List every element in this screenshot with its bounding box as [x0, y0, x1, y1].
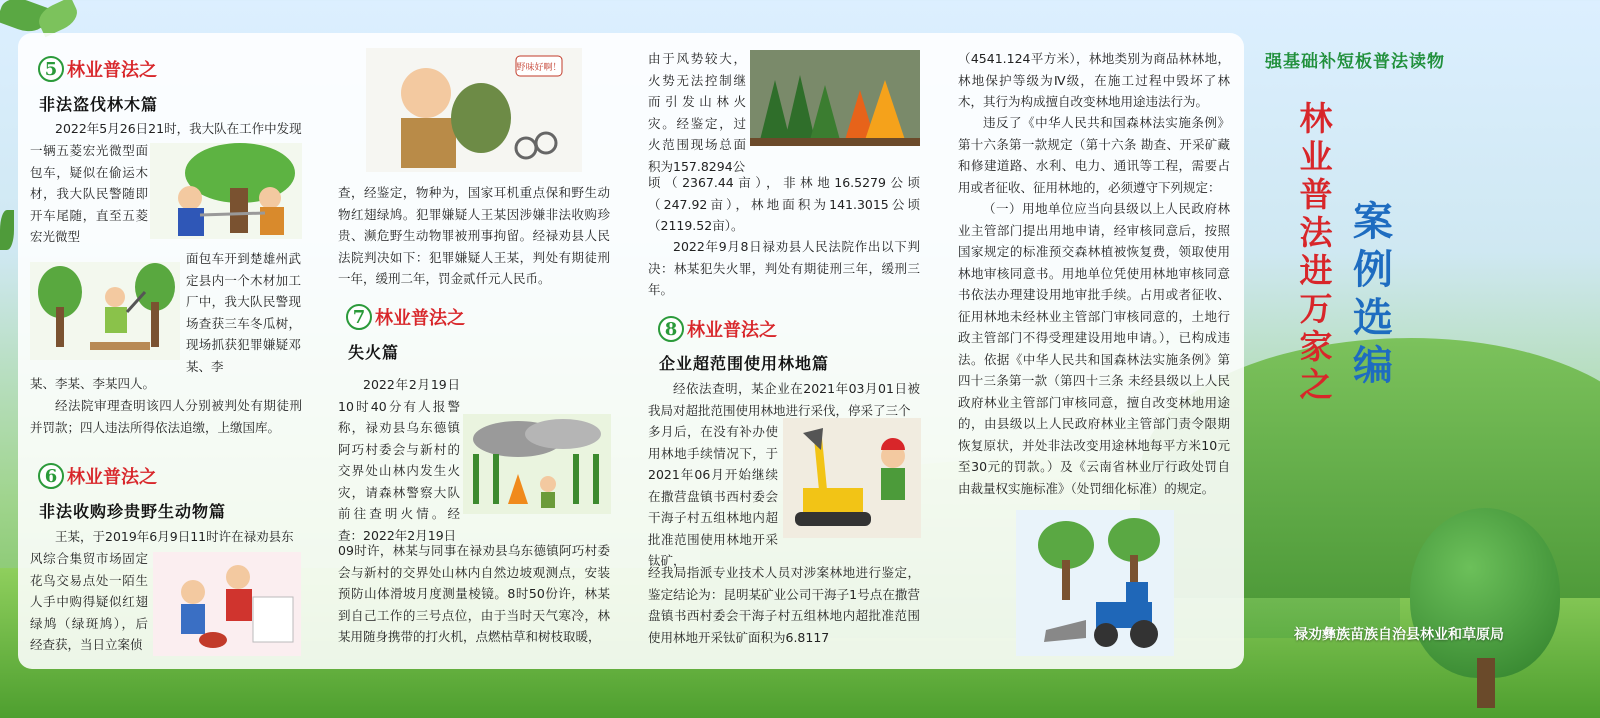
section-6-text: 查，经鉴定，物种为，国家耳机重点保和野生动物红翅绿鸠。犯罪嫌疑人王某因涉嫌非法收购珍贵、濒危野生动物罪被刑事拘留。经禄劝县人民法院判决如下：犯罪嫌疑人王某，判处有期徒刑一年，缓刑二年，罚金贰仟元人民币。	[338, 185, 610, 286]
section-5-header	[38, 56, 157, 82]
tree-theft-illustration	[150, 143, 302, 239]
forest-fire-illustration	[463, 414, 611, 514]
section-8-title: 企业超范围使用林地篇	[659, 354, 830, 373]
section-8-header	[658, 316, 777, 342]
section-7-header	[346, 304, 465, 330]
section-8-text: 违反了《中华人民共和国森林法实施条例》第十六条第一款规定（第十六条 勘查、开采矿藏和修建道路、水利、电力、通讯等工程，需要占用或者征收、征用林地的，必须遵守下列规定：	[958, 115, 1230, 195]
section-7-text: 09时许，林某与同事在禄劝县乌东德镇阿巧村委会与新村的交界处山林内自然边坡观测点，安装预防山体滑坡月度测量棱镜。8时50份许，林某到自己工作的三号点位，由于当时天气寒冷，林某用随身携带的打火机，点燃枯草和树枝取暖，	[338, 543, 610, 644]
section-6-title: 非法收购珍贵野生动物篇	[39, 502, 227, 521]
section-number: 7	[346, 304, 372, 330]
excavator-illustration	[783, 418, 921, 538]
section-7-text: 由于风势较大，火势无法控制继而引发山林火灾。经鉴定，过火范围现场总面积为157.8294公	[648, 51, 746, 174]
leaf-decoration	[0, 210, 14, 250]
section-7-text: 顷（2367.44亩），非林地16.5279公顷（247.92亩），林地面积为141.3015公顷（2119.52亩）。	[648, 175, 920, 233]
logging-illustration	[30, 262, 180, 360]
section-5-text: 经法院审理查明该四人分别被判处有期徒刑并罚款；四人违法所得依法追缴，上缴国库。	[30, 398, 302, 435]
tractor-illustration	[1016, 510, 1174, 656]
main-title: 林业普法进万家之	[1299, 99, 1333, 404]
section-8-text: 经依法查明，某企业在2021年03月01日被我局对超批范围使用林地进行采伐，停采了三个	[648, 381, 920, 418]
section-6-text: 风综合集贸市场固定花鸟交易点处一陌生人手中购得疑似红翅绿鸠（绿斑鸠），后经查获，当日立案侦	[30, 551, 148, 652]
wildlife-market-illustration	[153, 552, 301, 656]
section-number: 6	[38, 463, 64, 489]
section-number: 8	[658, 316, 684, 342]
section-heading: 林业普法之	[67, 467, 157, 488]
section-heading: 林业普法之	[687, 320, 777, 341]
section-7-text: 2022年9月8日禄劝县人民法院作出以下判决：林某犯失火罪，判处有期徒刑三年，缓刑三年。	[648, 239, 920, 297]
section-8-text: 多月后，在没有补办使用林地手续情况下，于2021年06月开始继续在撒营盘镇书西村委会干海子村五组林地内超批准范围使用林地开采钛矿，	[648, 424, 778, 568]
section-7-text: 2022年2月19日10时40分有人报警称，禄劝县乌东德镇阿巧村委会与新村的交界处山林内发生火灾，请森林警察大队前往查明火情。经查：2022年2月19日	[338, 377, 460, 543]
series-title: 强基础补短板普法读物	[1265, 52, 1445, 72]
section-7-title: 失火篇	[348, 343, 400, 362]
section-number: 5	[38, 56, 64, 82]
section-8-text: 经我局指派专业技术人员对涉案林地进行鉴定，鉴定结论为：昆明某矿业公司干海子1号点在撒营盘镇书西村委会干海子村五组林地内超批准范围使用林地开采钛矿面积为6.8117	[648, 565, 920, 645]
section-8-text: （4541.124平方米），林地类别为商品林林地，林地保护等级为Ⅳ级，在施工过程中毁坏了林木，其行为构成擅自改变林地用途违法行为。	[958, 51, 1230, 109]
section-heading: 林业普法之	[67, 60, 157, 81]
speech-bubble: 野味好啊！	[516, 63, 562, 73]
section-5-text: 某、李某、李某四人。	[30, 376, 156, 391]
burning-forest-illustration	[750, 50, 920, 146]
section-6-text: 王某，于2019年6月9日11时许在禄劝县东	[55, 529, 294, 544]
section-5-title: 非法盗伐林木篇	[39, 95, 159, 114]
publisher: 禄劝彝族苗族自治县林业和草原局	[1294, 627, 1504, 643]
section-6-header	[38, 463, 157, 489]
case-collection-title: 案例选编	[1353, 198, 1393, 389]
poacher-illustration	[366, 48, 582, 172]
section-5-text: 一辆五菱宏光微型面包车，疑似在偷运木材，我大队民警随即开车尾随，直至五菱宏光微型	[30, 143, 148, 244]
section-5-text: 面包车开到楚雄州武定县内一个木材加工厂中，我大队民警现场查获三车冬瓜树，现场抓获犯罪嫌疑邓某、李	[186, 251, 301, 374]
section-heading: 林业普法之	[375, 308, 465, 329]
section-5-text: 2022年5月26日21时，我大队在工作中发现	[55, 121, 302, 136]
section-8-text: （一）用地单位应当向县级以上人民政府林业主管部门提出用地申请，经审核同意后，按照国家规定的标准预交森林植被恢复费，领取使用林地审核同意书。用地单位凭使用林地审核同意书依法办理建设用地审批手续。占用或者征收、征用林地未经林业主管部门审核同意的，土地行政主管部门不得受理建设用地申请。），已构成违法。依据《中华人民共和国森林法实施条例》第四十三条第一款（第四十三条 未经县级以上人民政府林业主管部门审核同意，擅自改变林地用途的，由县级以上人民政府林业主管部门责令限期恢复原状，并处非法改变用途林地每平方米10元至30元的罚款。）及《云南省林业厅行政处罚自由裁量权实施标准》（处罚细化标准）的规定。	[958, 201, 1230, 496]
